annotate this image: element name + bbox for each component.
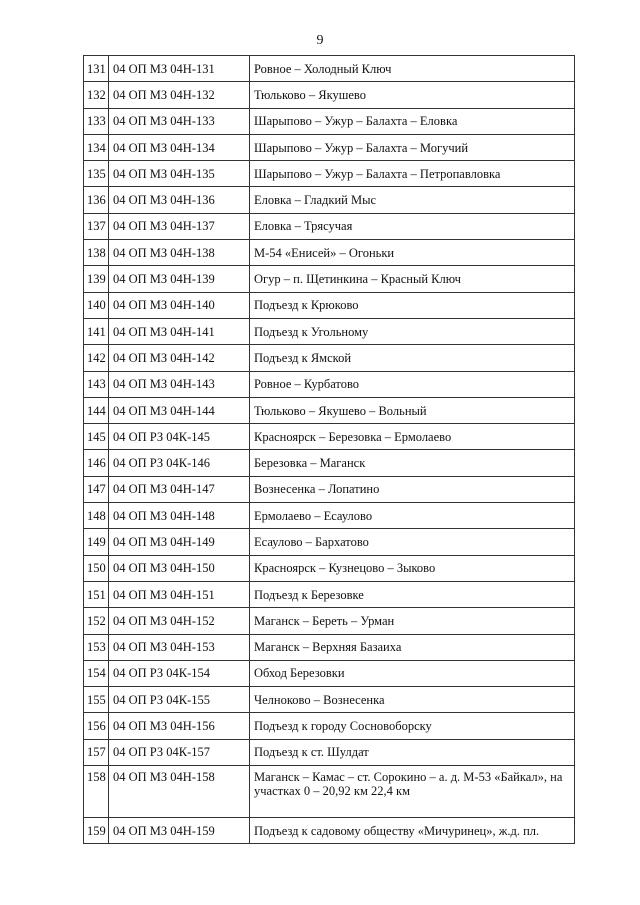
row-number: 158	[84, 766, 109, 818]
table-row	[84, 161, 575, 187]
road-name: Подъезд к Березовке	[250, 581, 575, 607]
row-number: 143	[84, 371, 109, 397]
road-code: 04 ОП МЗ 04Н-159	[109, 818, 250, 844]
table-row	[84, 739, 575, 765]
roads-table-body	[84, 56, 575, 844]
road-name: Вознесенка – Лопатино	[250, 476, 575, 502]
roads-table	[83, 55, 575, 844]
road-name: Шарыпово – Ужур – Балахта – Еловка	[250, 108, 575, 134]
road-code: 04 ОП МЗ 04Н-152	[109, 608, 250, 634]
table-row	[84, 187, 575, 213]
table-row	[84, 345, 575, 371]
road-name: Подъезд к Крюково	[250, 292, 575, 318]
road-code: 04 ОП МЗ 04Н-139	[109, 266, 250, 292]
road-code: 04 ОП МЗ 04Н-135	[109, 161, 250, 187]
road-name: Подъезд к Ямской	[250, 345, 575, 371]
road-code: 04 ОП МЗ 04Н-133	[109, 108, 250, 134]
road-name: Шарыпово – Ужур – Балахта – Могучий	[250, 134, 575, 160]
row-number: 137	[84, 213, 109, 239]
road-name: Шарыпово – Ужур – Балахта – Петропавловка	[250, 161, 575, 187]
table-row	[84, 581, 575, 607]
road-name: Подъезд к ст. Шулдат	[250, 739, 575, 765]
road-name: Челноково – Вознесенка	[250, 687, 575, 713]
road-code: 04 ОП МЗ 04Н-149	[109, 529, 250, 555]
row-number: 139	[84, 266, 109, 292]
row-number: 135	[84, 161, 109, 187]
road-code: 04 ОП МЗ 04Н-137	[109, 213, 250, 239]
road-name: М-54 «Енисей» – Огоньки	[250, 240, 575, 266]
table-row	[84, 371, 575, 397]
row-number: 134	[84, 134, 109, 160]
table-row	[84, 292, 575, 318]
table-row	[84, 424, 575, 450]
road-code: 04 ОП МЗ 04Н-143	[109, 371, 250, 397]
road-code: 04 ОП МЗ 04Н-136	[109, 187, 250, 213]
table-row	[84, 134, 575, 160]
road-code: 04 ОП РЗ 04К-154	[109, 660, 250, 686]
row-number: 151	[84, 581, 109, 607]
table-row	[84, 660, 575, 686]
road-code: 04 ОП РЗ 04К-155	[109, 687, 250, 713]
table-row	[84, 608, 575, 634]
table-row	[84, 56, 575, 82]
row-number: 131	[84, 56, 109, 82]
row-number: 145	[84, 424, 109, 450]
row-number: 148	[84, 503, 109, 529]
row-number: 136	[84, 187, 109, 213]
road-name: Маганск – Береть – Урман	[250, 608, 575, 634]
row-number: 140	[84, 292, 109, 318]
row-number: 133	[84, 108, 109, 134]
road-name: Ермолаево – Есаулово	[250, 503, 575, 529]
road-name: Тюльково – Якушево	[250, 82, 575, 108]
road-code: 04 ОП МЗ 04Н-158	[109, 766, 250, 818]
table-row	[84, 266, 575, 292]
road-name: Тюльково – Якушево – Вольный	[250, 397, 575, 423]
row-number: 138	[84, 240, 109, 266]
road-code: 04 ОП МЗ 04Н-132	[109, 82, 250, 108]
table-row	[84, 476, 575, 502]
road-code: 04 ОП МЗ 04Н-148	[109, 503, 250, 529]
row-number: 153	[84, 634, 109, 660]
table-row	[84, 397, 575, 423]
table-row	[84, 634, 575, 660]
road-name: Маганск – Камас – ст. Сорокино – а. д. М-53 «Байкал», на участках 0 – 20,92 км 22,4 км	[250, 766, 575, 818]
table-row	[84, 529, 575, 555]
row-number: 147	[84, 476, 109, 502]
row-number: 157	[84, 739, 109, 765]
road-name: Еловка – Гладкий Мыс	[250, 187, 575, 213]
table-row	[84, 82, 575, 108]
row-number: 155	[84, 687, 109, 713]
road-name: Подъезд к садовому обществу «Мичуринец», ж.д. пл.	[250, 818, 575, 844]
table-row	[84, 503, 575, 529]
road-code: 04 ОП МЗ 04Н-140	[109, 292, 250, 318]
table-row	[84, 240, 575, 266]
table-row	[84, 766, 575, 818]
road-name: Красноярск – Кузнецово – Зыково	[250, 555, 575, 581]
road-code: 04 ОП МЗ 04Н-144	[109, 397, 250, 423]
road-code: 04 ОП МЗ 04Н-134	[109, 134, 250, 160]
table-row	[84, 687, 575, 713]
table-row	[84, 713, 575, 739]
row-number: 146	[84, 450, 109, 476]
road-name: Подъезд к городу Сосновоборску	[250, 713, 575, 739]
road-name: Маганск – Верхняя Базаиха	[250, 634, 575, 660]
row-number: 152	[84, 608, 109, 634]
road-name: Огур – п. Щетинкина – Красный Ключ	[250, 266, 575, 292]
table-row	[84, 818, 575, 844]
road-name: Обход Березовки	[250, 660, 575, 686]
row-number: 132	[84, 82, 109, 108]
road-code: 04 ОП РЗ 04К-145	[109, 424, 250, 450]
road-code: 04 ОП МЗ 04Н-131	[109, 56, 250, 82]
road-code: 04 ОП МЗ 04Н-150	[109, 555, 250, 581]
road-code: 04 ОП МЗ 04Н-153	[109, 634, 250, 660]
road-code: 04 ОП МЗ 04Н-142	[109, 345, 250, 371]
road-name: Березовка – Маганск	[250, 450, 575, 476]
table-row	[84, 213, 575, 239]
road-code: 04 ОП МЗ 04Н-141	[109, 318, 250, 344]
table-row	[84, 108, 575, 134]
row-number: 159	[84, 818, 109, 844]
road-code: 04 ОП РЗ 04К-157	[109, 739, 250, 765]
road-name: Ровное – Курбатово	[250, 371, 575, 397]
table-row	[84, 450, 575, 476]
road-name: Красноярск – Березовка – Ермолаево	[250, 424, 575, 450]
road-code: 04 ОП МЗ 04Н-138	[109, 240, 250, 266]
road-code: 04 ОП МЗ 04Н-151	[109, 581, 250, 607]
road-name: Ровное – Холодный Ключ	[250, 56, 575, 82]
road-name: Есаулово – Бархатово	[250, 529, 575, 555]
row-number: 144	[84, 397, 109, 423]
road-code: 04 ОП МЗ 04Н-156	[109, 713, 250, 739]
row-number: 150	[84, 555, 109, 581]
row-number: 154	[84, 660, 109, 686]
road-code: 04 ОП МЗ 04Н-147	[109, 476, 250, 502]
row-number: 141	[84, 318, 109, 344]
road-code: 04 ОП РЗ 04К-146	[109, 450, 250, 476]
row-number: 142	[84, 345, 109, 371]
table-row	[84, 318, 575, 344]
table-row	[84, 555, 575, 581]
row-number: 149	[84, 529, 109, 555]
page-number: 9	[316, 33, 324, 48]
road-name: Подъезд к Угольному	[250, 318, 575, 344]
road-name: Еловка – Трясучая	[250, 213, 575, 239]
row-number: 156	[84, 713, 109, 739]
